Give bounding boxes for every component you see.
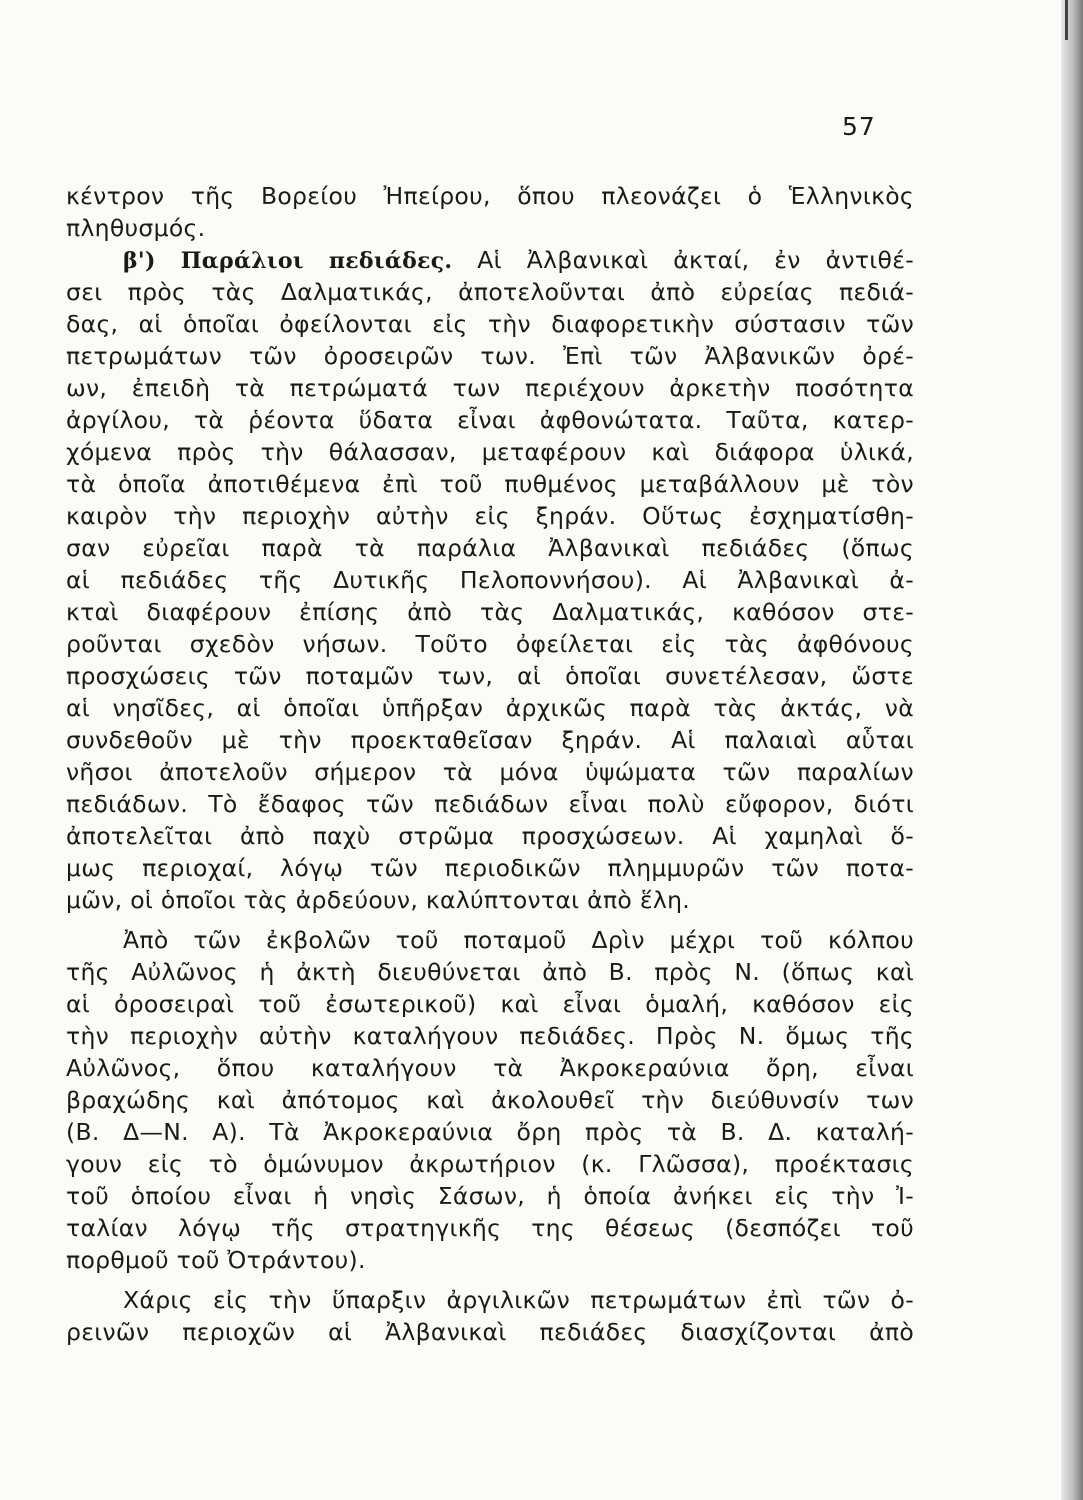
text-line: αἱ ὀροσειραὶ τοῦ ἐσωτερικοῦ) καὶ εἶναι ὁμαλή, καθόσον εἰς — [66, 990, 914, 1018]
page-edge-shadow — [1061, 0, 1083, 1500]
paragraph-1 — [66, 276, 914, 916]
body-text — [66, 180, 914, 1348]
text-line: προσχώσεις τῶν ποταμῶν των, αἱ ὁποῖαι συνετέλεσαν, ὥστε — [66, 662, 914, 690]
text-line: σει πρὸς τὰς Δαλματικάς, ἀποτελοῦνται ἀπὸ εὐρείας πεδιά- — [66, 278, 914, 306]
text-line: τῆς Αὐλῶνος ἡ ἀκτὴ διευθύνεται ἀπὸ Β. πρὸς Ν. (ὅπως καὶ — [66, 958, 914, 986]
text-line: νῆσοι ἀποτελοῦν σήμερον τὰ μόνα ὑψώματα τῶν παραλίων — [66, 758, 914, 786]
text-line: γουν εἰς τὸ ὁμώνυμον ἀκρωτήριον (κ. Γλῶσσα), προέκτασις — [66, 1150, 914, 1178]
text-line: συνδεθοῦν μὲ τὴν προεκταθεῖσαν ξηράν. Αἱ παλαιαὶ αὗται — [66, 726, 914, 754]
paragraph-2 — [66, 924, 914, 1276]
text-line: σαν εὐρεῖαι παρὰ τὰ παράλια Ἀλβανικαὶ πεδιάδες (ὅπως — [66, 534, 914, 562]
text-line: βραχώδης καὶ ἀπότομος καὶ ἀκολουθεῖ τὴν διεύθυνσίν των — [66, 1086, 914, 1114]
text-line: Ἀπὸ τῶν ἐκβολῶν τοῦ ποταμοῦ Δρὶν μέχρι τοῦ κόλπου — [123, 926, 914, 954]
text-line: ταλίαν λόγῳ τῆς στρατηγικῆς της θέσεως (δεσπόζει τοῦ — [66, 1214, 914, 1242]
text-line: πετρωμάτων τῶν ὀροσειρῶν των. Ἐπὶ τῶν Ἀλβανικῶν ὀρέ- — [66, 342, 914, 370]
text-line: αἱ πεδιάδες τῆς Δυτικῆς Πελοποννήσου). Αἱ Ἀλβανικαὶ ἀ- — [66, 566, 914, 594]
text-line: Αὐλῶνος, ὅπου καταλήγουν τὰ Ἀκροκεραύνια ὄρη, εἶναι — [66, 1054, 914, 1082]
text-line: μῶν, οἱ ὁποῖοι τὰς ἀρδεύουν, καλύπτονται ἀπὸ ἕλη. — [66, 886, 691, 914]
text-line: τοῦ ὁποίου εἶναι ἡ νησὶς Σάσων, ἡ ὁποία ἀνήκει εἰς τὴν Ἰ- — [66, 1182, 914, 1210]
text-line: πορθμοῦ τοῦ Ὀτράντου). — [66, 1246, 366, 1274]
text-line: Αἱ Ἀλβανικαὶ ἀκταί, ἐν ἀντιθέ- — [477, 246, 914, 274]
text-line: ἀργίλου, τὰ ῥέοντα ὕδατα εἶναι ἀφθονώτατα. Ταῦτα, κατερ- — [66, 406, 914, 434]
text-line: κταὶ διαφέρουν ἐπίσης ἀπὸ τὰς Δαλματικάς, καθόσον στε- — [66, 598, 914, 626]
text-line: κέντρον τῆς Βορείου Ἠπείρου, ὅπου πλεονάζει ὁ Ἑλληνικὸς — [66, 182, 914, 210]
text-line: χόμενα πρὸς τὴν θάλασσαν, μεταφέρουν καὶ διάφορα ὑλικά, — [66, 438, 914, 466]
text-line: πληθυσμός. — [66, 214, 206, 242]
page-number: 57 — [842, 112, 876, 141]
section-heading-line — [66, 244, 914, 276]
section-label: β') Παράλιοι πεδιάδες. — [123, 248, 453, 274]
text-line: αἱ νησῖδες, αἱ ὁποῖαι ὑπῆρξαν ἀρχικῶς παρὰ τὰς ἀκτάς, νὰ — [66, 694, 914, 722]
text-line: (Β. Δ—Ν. Α). Τὰ Ἀκροκεραύνια ὄρη πρὸς τὰ Β. Δ. καταλή- — [66, 1118, 914, 1146]
text-line: ἀποτελεῖται ἀπὸ παχὺ στρῶμα προσχώσεων. Αἱ χαμηλαὶ ὅ- — [66, 822, 914, 850]
text-line: Χάρις εἰς τὴν ὕπαρξιν ἀργιλικῶν πετρωμάτων ἐπὶ τῶν ὀ- — [123, 1286, 914, 1314]
text-line: ων, ἐπειδὴ τὰ πετρώματά των περιέχουν ἀρκετὴν ποσότητα — [66, 374, 914, 402]
text-line: τὰ ὁποῖα ἀποτιθέμενα ἐπὶ τοῦ πυθμένος μεταβάλλουν μὲ τὸν — [66, 470, 914, 498]
text-line: πεδιάδων. Τὸ ἔδαφος τῶν πεδιάδων εἶναι πολὺ εὔφορον, διότι — [66, 790, 914, 818]
text-line: ροῦνται σχεδὸν νήσων. Τοῦτο ὀφείλεται εἰς τὰς ἀφθόνους — [66, 630, 914, 658]
text-line: ρεινῶν περιοχῶν αἱ Ἀλβανικαὶ πεδιάδες διασχίζονται ἀπὸ — [66, 1318, 914, 1346]
text-line: δας, αἱ ὁποῖαι ὀφείλονται εἰς τὴν διαφορετικὴν σύστασιν τῶν — [66, 310, 914, 338]
paragraph-3 — [66, 1284, 914, 1348]
text-line: καιρὸν τὴν περιοχὴν αὐτὴν εἰς ξηράν. Οὕτως ἐσχηματίσθη- — [66, 502, 914, 530]
text-line: τὴν περιοχὴν αὐτὴν καταλήγουν πεδιάδες. Πρὸς Ν. ὅμως τῆς — [66, 1022, 914, 1050]
text-line: μως περιοχαί, λόγῳ τῶν περιοδικῶν πλημμυρῶν τῶν ποτα- — [66, 854, 914, 882]
